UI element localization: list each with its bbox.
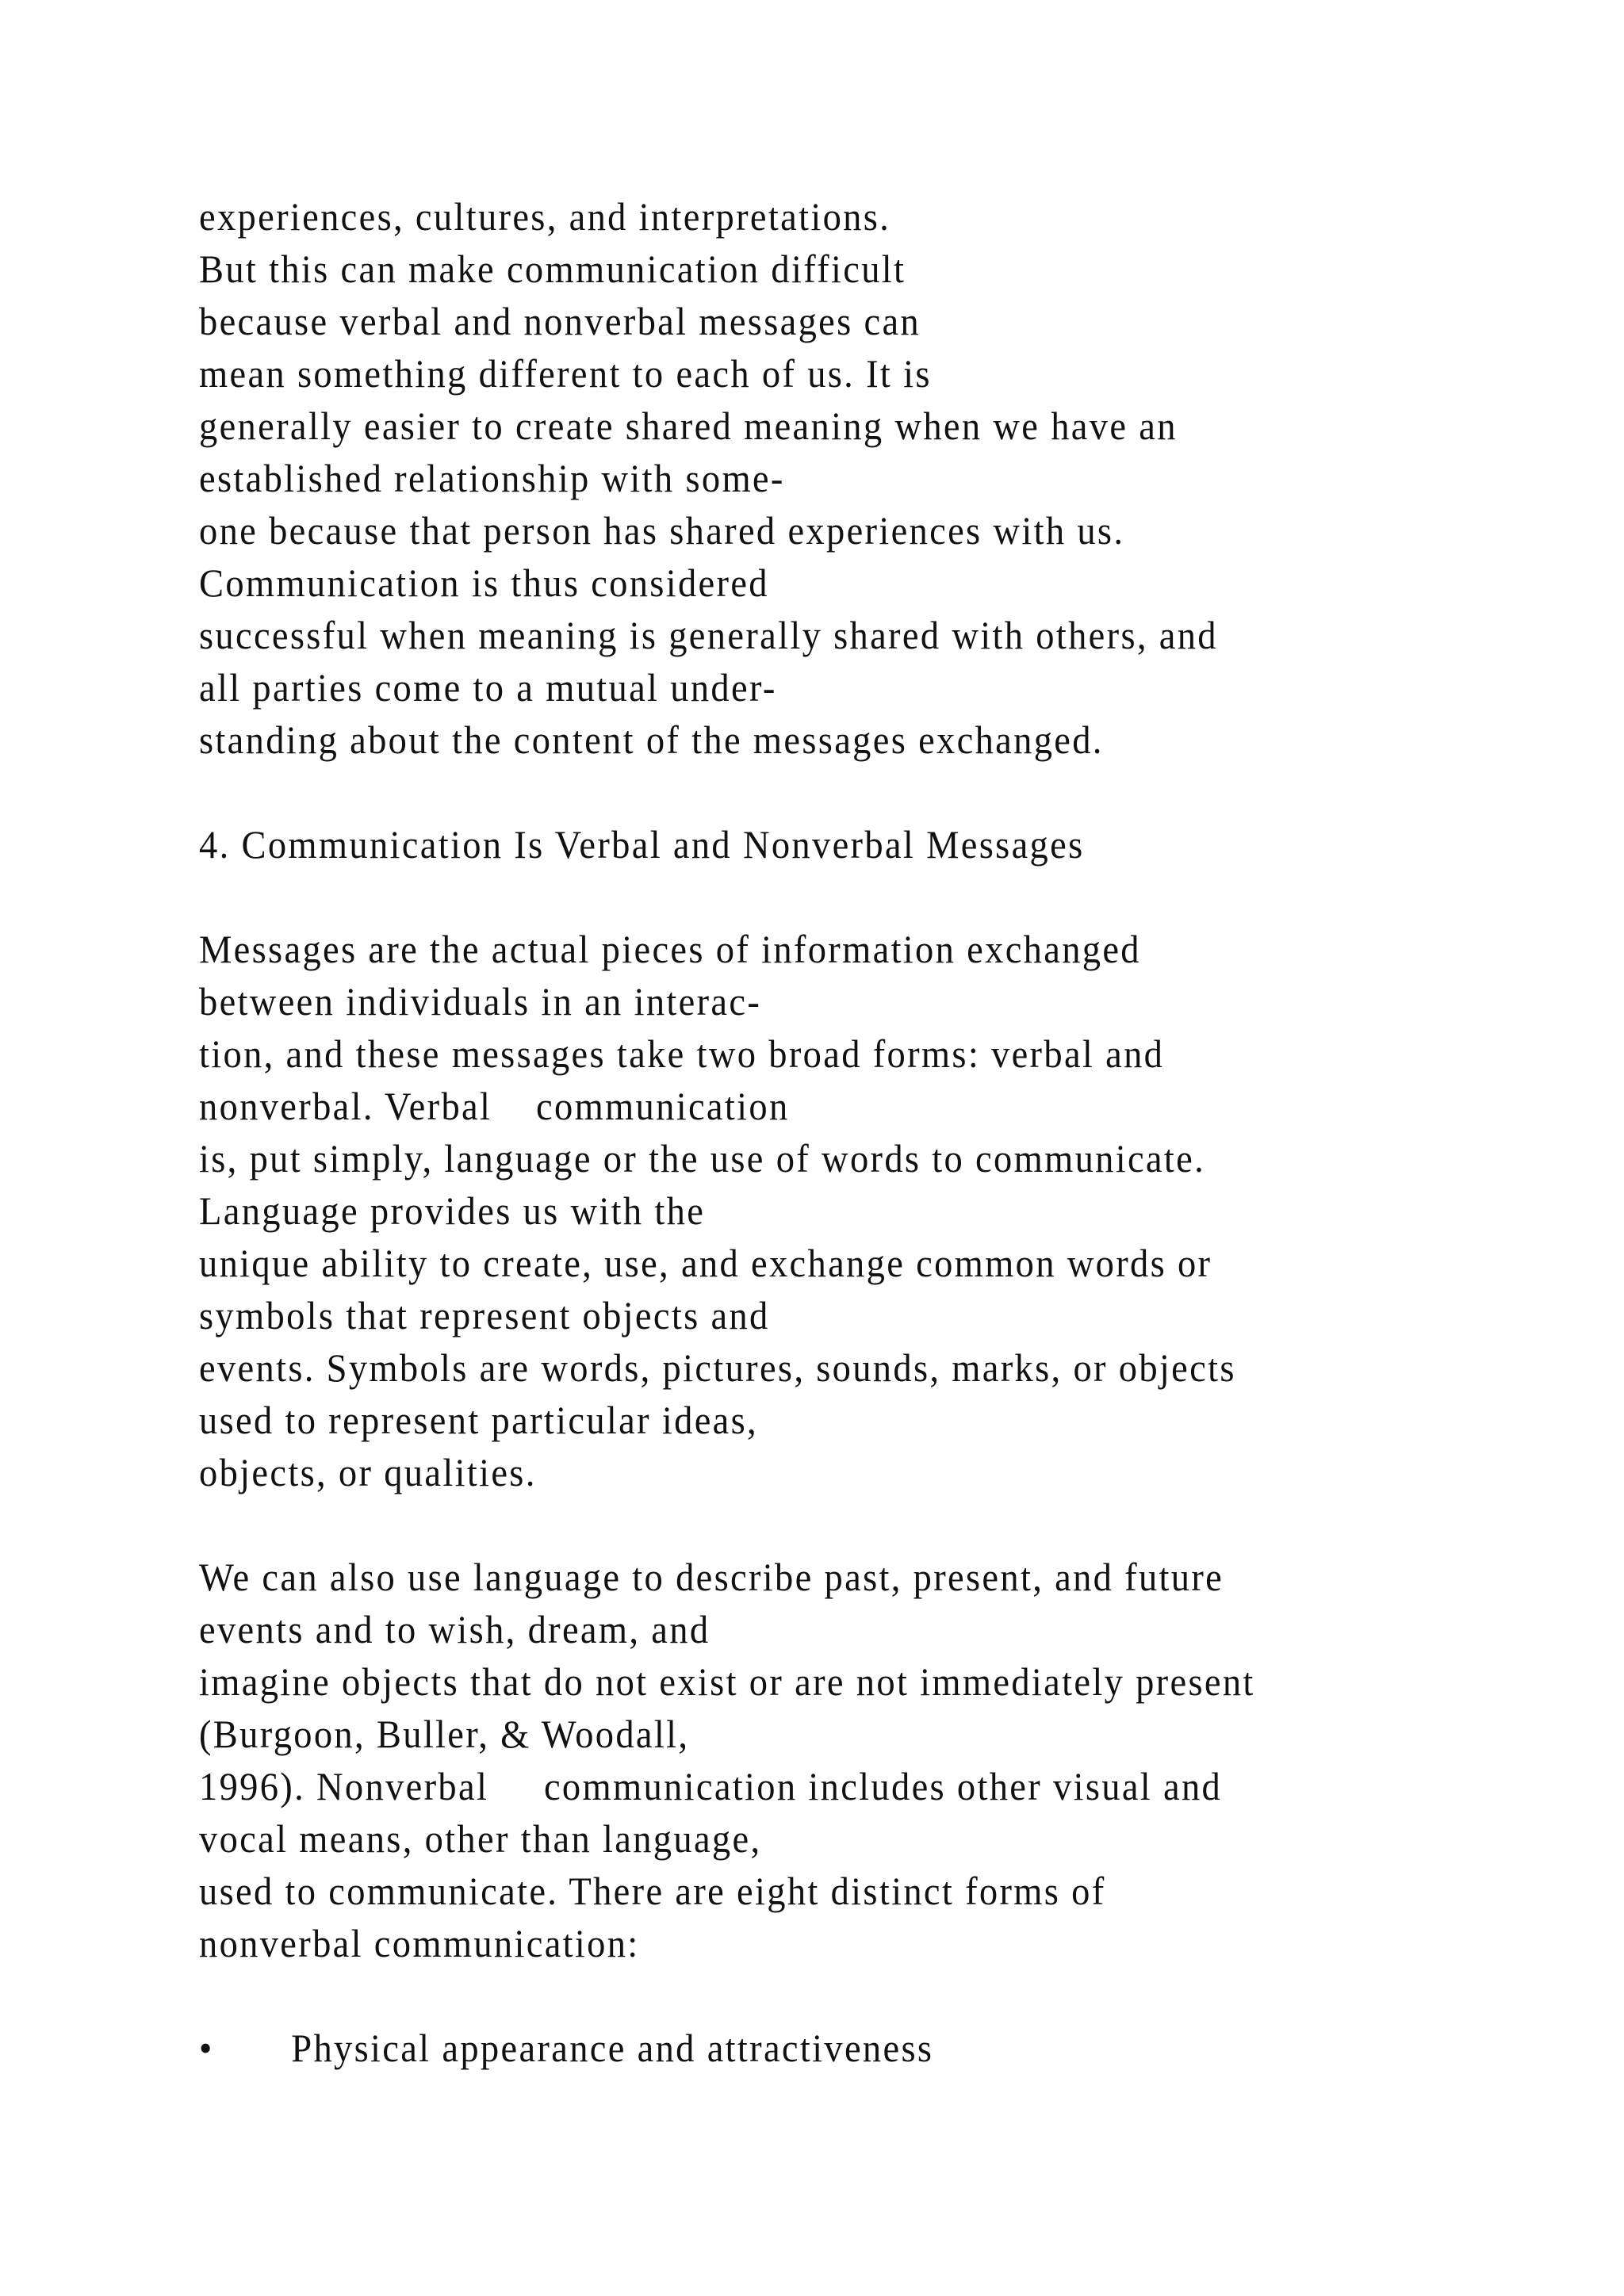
text-line <box>199 871 1255 923</box>
text-line: events and to wish, dream, and <box>199 1607 710 1651</box>
text-line: We can also use language to describe past, present, and future <box>199 1555 1224 1599</box>
text-line: standing about the content of the messages exchanged. <box>199 718 1104 762</box>
text-line: (Burgoon, Buller, & Woodall, <box>199 1712 690 1756</box>
text-line: established relationship with some- <box>199 456 785 500</box>
text-line: all parties come to a mutual under- <box>199 665 777 710</box>
text-line: used to communicate. There are eight distinct forms of <box>199 1869 1106 1913</box>
text-line: between individuals in an interac- <box>199 979 762 1024</box>
text-line <box>199 1498 1255 1551</box>
text-line: vocal means, other than language, <box>199 1816 762 1861</box>
text-line: But this can make communication difficult <box>199 247 906 291</box>
text-line: generally easier to create shared meaning when we have an <box>199 404 1178 448</box>
text-line: symbols that represent objects and <box>199 1293 770 1337</box>
text-line: is, put simply, language or the use of words to communicate. <box>199 1136 1206 1181</box>
text-line: imagine objects that do not exist or are not immediately present <box>199 1659 1255 1704</box>
text-line: tion, and these messages take two broad forms: verbal and <box>199 1031 1165 1076</box>
text-line <box>199 1969 1255 2022</box>
text-line: objects, or qualities. <box>199 1450 537 1494</box>
text-line: nonverbal communication: <box>199 1921 640 1965</box>
text-line: one because that person has shared experiences with us. <box>199 508 1125 553</box>
text-line: 4. Communication Is Verbal and Nonverbal Messages <box>199 822 1085 867</box>
text-line: Messages are the actual pieces of information exchanged <box>199 927 1141 971</box>
text-line: Language provides us with the <box>199 1188 706 1233</box>
text-line <box>199 766 1255 818</box>
text-line: experiences, cultures, and interpretations. <box>199 194 891 239</box>
text-line: Communication is thus considered <box>199 561 769 605</box>
text-line: events. Symbols are words, pictures, sounds, marks, or objects <box>199 1345 1236 1390</box>
text-line: 1996). Nonverbal communication includes other visual and <box>199 1764 1223 1808</box>
text-line: used to represent particular ideas, <box>199 1398 758 1442</box>
document-body <box>199 190 1255 2074</box>
text-line: mean something different to each of us. It is <box>199 351 932 396</box>
text-line: • Physical appearance and attractiveness <box>199 2026 934 2070</box>
text-line: successful when meaning is generally shared with others, and <box>199 613 1218 657</box>
text-line: unique ability to create, use, and exchange common words or <box>199 1241 1212 1285</box>
text-line: nonverbal. Verbal communication <box>199 1084 790 1128</box>
text-line: because verbal and nonverbal messages can <box>199 299 921 343</box>
